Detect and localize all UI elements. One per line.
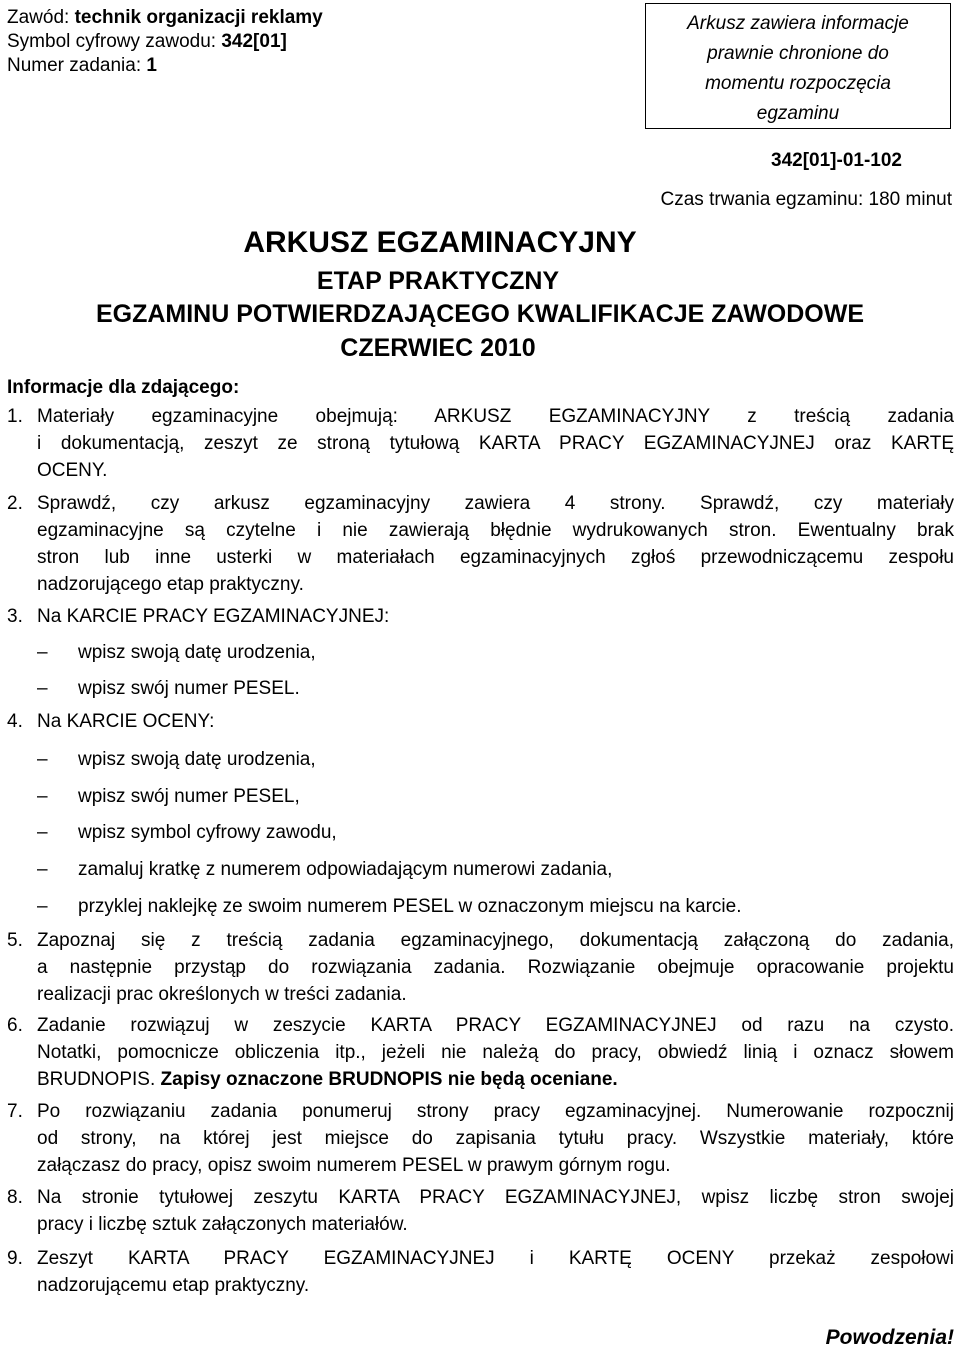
symbol-value: 342[01] <box>221 31 287 52</box>
symbol-line: Symbol cyfrowy zawodu: 342[01] <box>7 31 287 52</box>
exam-duration: Czas trwania egzaminu: 180 minut <box>660 189 952 210</box>
closing-text: Powodzenia! <box>825 1326 954 1349</box>
instruction-item-5: 5. Zapoznaj się z treścią zadania egzaminacyjnego, dokumentacją załączoną do zadania, a następnie przystąp do rozwiązania zadania. Rozwiązanie obejmuje opracowanie projektu realizacji prac określonych w treści zadania. <box>7 930 954 1005</box>
instruction-item-2: 2. Sprawdź, czy arkusz egzaminacyjny zawiera 4 strony. Sprawdź, czy materiały egzaminacyjne są czytelne i nie zawierają błędnie wydrukowanych stron. Ewentualny brak stron lub inne usterki w materiałach egzaminacyjnych zgłoś przewodniczącemu zespołu nadzorującego etap praktyczny. <box>7 493 954 595</box>
task-number-line: Numer zadania: 1 <box>7 55 157 76</box>
task-number-value: 1 <box>146 55 157 76</box>
main-title: ARKUSZ EGZAMINACYJNY <box>243 226 637 259</box>
stage-title: ETAP PRAKTYCZNY <box>316 267 560 295</box>
draft-warning: Zapisy oznaczone BRUDNOPIS nie będą oceniane. <box>160 1069 618 1090</box>
session-title: CZERWIEC 2010 <box>340 334 536 362</box>
instruction-item-4: 4. Na KARCIE OCENY: – wpisz swoją datę urodzenia, – wpisz swój numer PESEL, – wpisz symbol cyfrowy zawodu, – zamaluj kratkę z numerem odpowiadającym numerowi zadania, – przyklej naklejkę ze swoim numerem PESEL w oznaczonym miejscu na karcie. <box>7 711 742 917</box>
exam-header-info <box>7 6 323 78</box>
info-heading: Informacje dla zdającego: <box>7 377 240 398</box>
instruction-item-8: 8. Na stronie tytułowej zeszytu KARTA PRACY EGZAMINACYJNEJ, wpisz liczbę stron swojej pracy i liczbę sztuk załączonych materiałów. <box>7 1187 954 1235</box>
instruction-item-7: 7. Po rozwiązaniu zadania ponumeruj strony pracy egzaminacyjnej. Numerowanie rozpocznij od strony, na której jest miejsce do zapisania tytułu pracy. Wszystkie materiały, które załączasz do pracy, opisz swoim numerem PESEL w prawym górnym rogu. <box>7 1101 954 1176</box>
instruction-item-6: 6. Zadanie rozwiązuj w zeszycie KARTA PRACY EGZAMINACYJNEJ od razu na czysto. Notatki, pomocnicze obliczenia itp., jeżeli nie należą do pracy, obwiedź linią i oznacz słowem BRUDNOPIS. Zapisy oznaczone BRUDNOPIS nie będą oceniane. <box>7 1015 954 1090</box>
confidentiality-notice-box: Arkusz zawiera informacje prawnie chronione do momentu rozpoczęcia egzaminu <box>645 3 951 129</box>
exam-type-title: EGZAMINU POTWIERDZAJĄCEGO KWALIFIKACJE ZAWODOWE <box>95 300 865 328</box>
profession-line: Zawód: technik organizacji reklamy <box>7 7 323 28</box>
exam-code: 342[01]-01-102 <box>771 150 902 171</box>
instruction-item-3: 3. Na KARCIE PRACY EGZAMINACYJNEJ: – wpisz swoją datę urodzenia, – wpisz swój numer PESEL. <box>7 606 390 699</box>
instruction-item-9: 9. Zeszyt KARTA PRACY EGZAMINACYJNEJ i KARTĘ OCENY przekaż zespołowi nadzorującemu etap praktyczny. <box>7 1248 954 1296</box>
instruction-item-1: 1. Materiały egzaminacyjne obejmują: ARKUSZ EGZAMINACYJNY z treścią zadania i dokumentacją, zeszyt ze stroną tytułową KARTA PRACY EGZAMINACYJNEJ oraz KARTĘ OCENY. <box>7 406 954 481</box>
profession-value: technik organizacji reklamy <box>74 7 323 28</box>
